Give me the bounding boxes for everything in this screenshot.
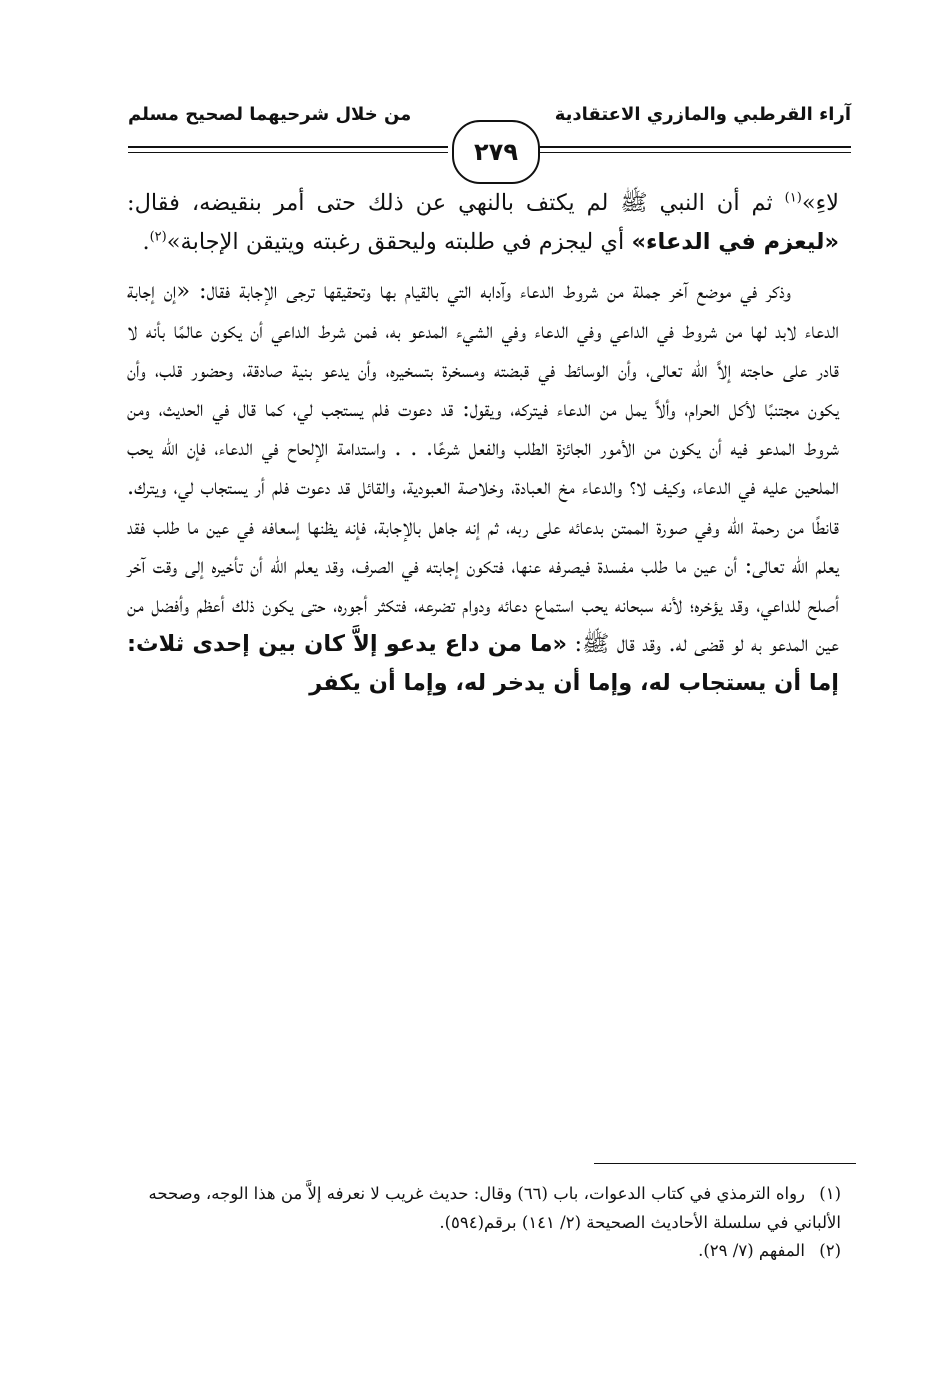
text-fragment: ثم أن النبي ﷺ لم يكتف بالنهي عن ذلك حتى أمر بنقيضه، فقال: <box>127 190 785 216</box>
footnote-number: (١) <box>819 1184 841 1203</box>
body-text <box>127 184 839 704</box>
text-fragment: وذكر في موضع آخر جملة من شروط الدعاء وآدابه التي بالقيام بها وتحقيقها ترجى الإجابة فقال: «إن إجابة الدعاء لابد لها من شروط في الداعي وفي الدعاء وفي الشيء المدعو به، فمن شرط الداعي أن يكون عالمًا بأنه لا قادر على حاجته إلاَّ الله تعالى، وأن الوسائط في قبضته ومسخرة بتسخيره، وأن يدعو بنية صادقة، وحضور قلب، وأن يكون مجتنبًا لأكل الحرام، وألاَّ يمل من الدعاء فيتركه، ويقول: قد دعوت فلم يستجب لي، كما قال في الحديث، ومن شروط المدعو فيه أن يكون من الأمور الجائزة الطلب والفعل شرعًا. . . واستدامة الإلحاح في الدعاء، فإن الله يحب الملحين عليه في الدعاء، وكيف لا؟ والدعاء مخ العبادة، وخلاصة العبودية، والقائل قد دعوت فلم أر يستجاب لي، ويترك. قانطًا من رحمة الله وفي صورة الممتن بدعائه على ربه، ثم إنه جاهل بالإجابة، فإنه يظنها إسعافه في عين ما طلب فقد يعلم الله تعالى: أن عين ما طلب مفسدة فيصرفه عنها، فتكون إجابته في الصرف، وقد يعلم الله أن تأخيره إلى وقت آخر أصلح للداعي، وقد يؤخره؛ لأنه سبحانه يحب استماع دعائه ودوام تضرعه، فتكثر أجوره، حتى يكون ذلك أعظم وأفضل من عين المدعو به لو قضى له. وقد قال ﷺ: <box>127 278 839 658</box>
footnote-2 <box>127 1237 841 1266</box>
paragraph-2 <box>127 272 839 703</box>
footnote-number: (٢) <box>819 1241 841 1260</box>
running-header-title: آراء القرطبي والمازري الاعتقادية <box>554 104 851 125</box>
footnote-ref-2[interactable]: (٢) <box>149 229 167 245</box>
footnote-text: رواه الترمذي في كتاب الدعوات، باب (٦٦) وقال: حديث غريب لا نعرفه إلاَّ من هذا الوجه، وصححه الألباني في سلسلة الأحاديث الصحيحة (٢/ ١٤١) برقم(٥٩٤). <box>148 1184 841 1232</box>
header-rule-right <box>538 146 851 153</box>
footnotes <box>127 1180 841 1266</box>
hadith-quote: «ما من داع يدعو إلاَّ كان بين إحدى ثلاث: إما أن يستجاب له، وإما أن يدخر له، وإما أن يكفر <box>127 631 839 697</box>
text-fragment: . <box>142 229 150 256</box>
text-fragment: لاءِ» <box>801 190 839 216</box>
running-header-subtitle: من خلال شرحيهما لصحيح مسلم <box>128 104 412 125</box>
text-fragment: أي ليجزم في طلبته وليحقق رغبته ويتيقن الإجابة» <box>166 229 632 256</box>
footnote-1 <box>127 1180 841 1237</box>
footnote-ref-1[interactable]: (١) <box>784 190 802 206</box>
paragraph-1 <box>127 184 839 262</box>
hadith-quote: «ليعزم في الدعاء» <box>631 229 839 256</box>
header-rule-left <box>128 146 448 153</box>
footnote-text: المفهم (٧/ ٢٩). <box>698 1241 805 1260</box>
footnote-separator <box>594 1163 856 1164</box>
page-number: ٢٧٩ <box>452 120 540 184</box>
